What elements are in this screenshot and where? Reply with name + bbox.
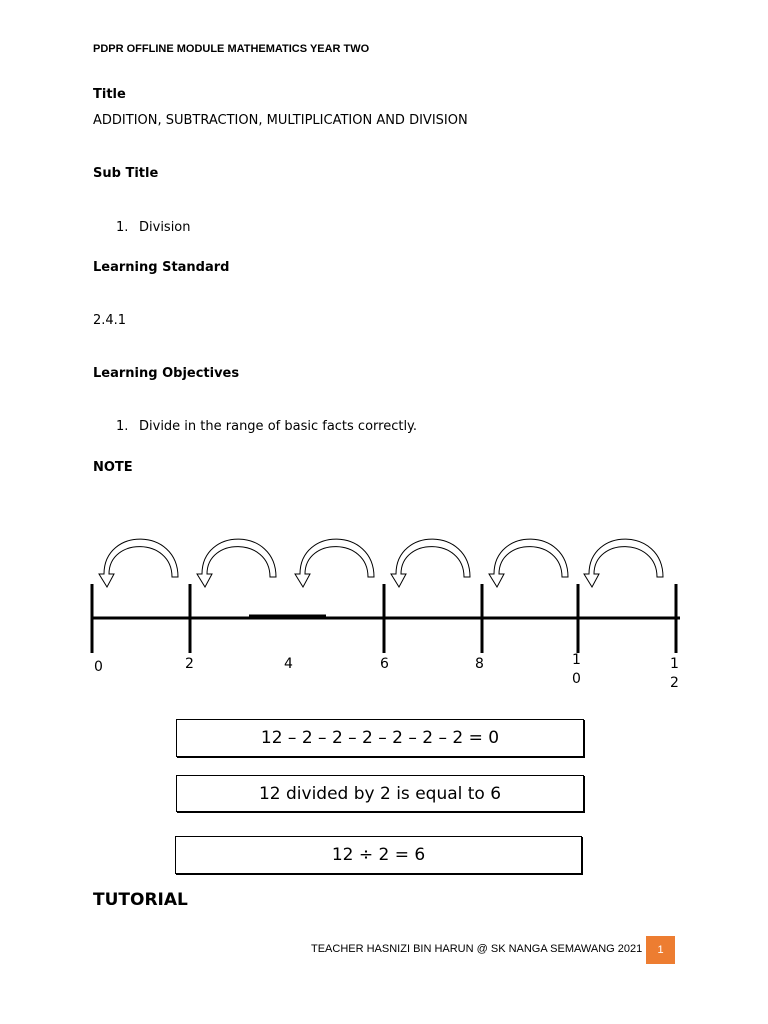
learning-objectives-label: Learning Objectives [93,366,240,381]
subtitle-label: Sub Title [93,166,159,181]
tick-label-10-digit-2: 0 [572,671,581,687]
hop-arrow [197,539,276,587]
division-equation-box: 12 ÷ 2 = 6 [175,836,582,874]
learning-standard-value: 2.4.1 [93,313,127,328]
tick-label-4: 4 [284,656,293,672]
repeated-subtraction-box: 12 – 2 – 2 – 2 – 2 – 2 – 2 = 0 [176,719,584,757]
hop-arrow [489,539,568,587]
hop-arrow [295,539,374,587]
subtitle-item-number: 1. [116,220,129,235]
hop-arrow [391,539,470,587]
hop-arrow [99,539,178,587]
subtitle-item-text: Division [139,220,191,235]
tick-label-10-digit-1: 1 [572,652,581,668]
tick-label-12-digit-2: 2 [670,675,679,691]
hop-arrows [99,539,663,587]
title-label: Title [93,87,126,102]
note-label: NOTE [93,460,133,475]
hop-arrow [584,539,663,587]
tick-label-8: 8 [475,656,484,672]
tick-label-12-digit-1: 1 [670,656,679,672]
tutorial-heading: TUTORIAL [93,890,188,910]
division-sentence-box: 12 divided by 2 is equal to 6 [176,775,584,812]
objective-item-text: Divide in the range of basic facts correctly. [139,419,418,434]
page-footer: TEACHER HASNIZI BIN HARUN @ SK NANGA SEMAWANG 2021 [311,943,643,955]
tick-label-6: 6 [380,656,389,672]
tick-label-2: 2 [185,656,194,672]
page-header: PDPR OFFLINE MODULE MATHEMATICS YEAR TWO [93,43,370,55]
tick-label-0: 0 [94,659,103,675]
title-value: ADDITION, SUBTRACTION, MULTIPLICATION AND DIVISION [93,113,468,128]
tick-labels [94,652,679,691]
learning-standard-label: Learning Standard [93,260,230,275]
page-number-badge: 1 [646,936,675,964]
objective-item-number: 1. [116,419,129,434]
